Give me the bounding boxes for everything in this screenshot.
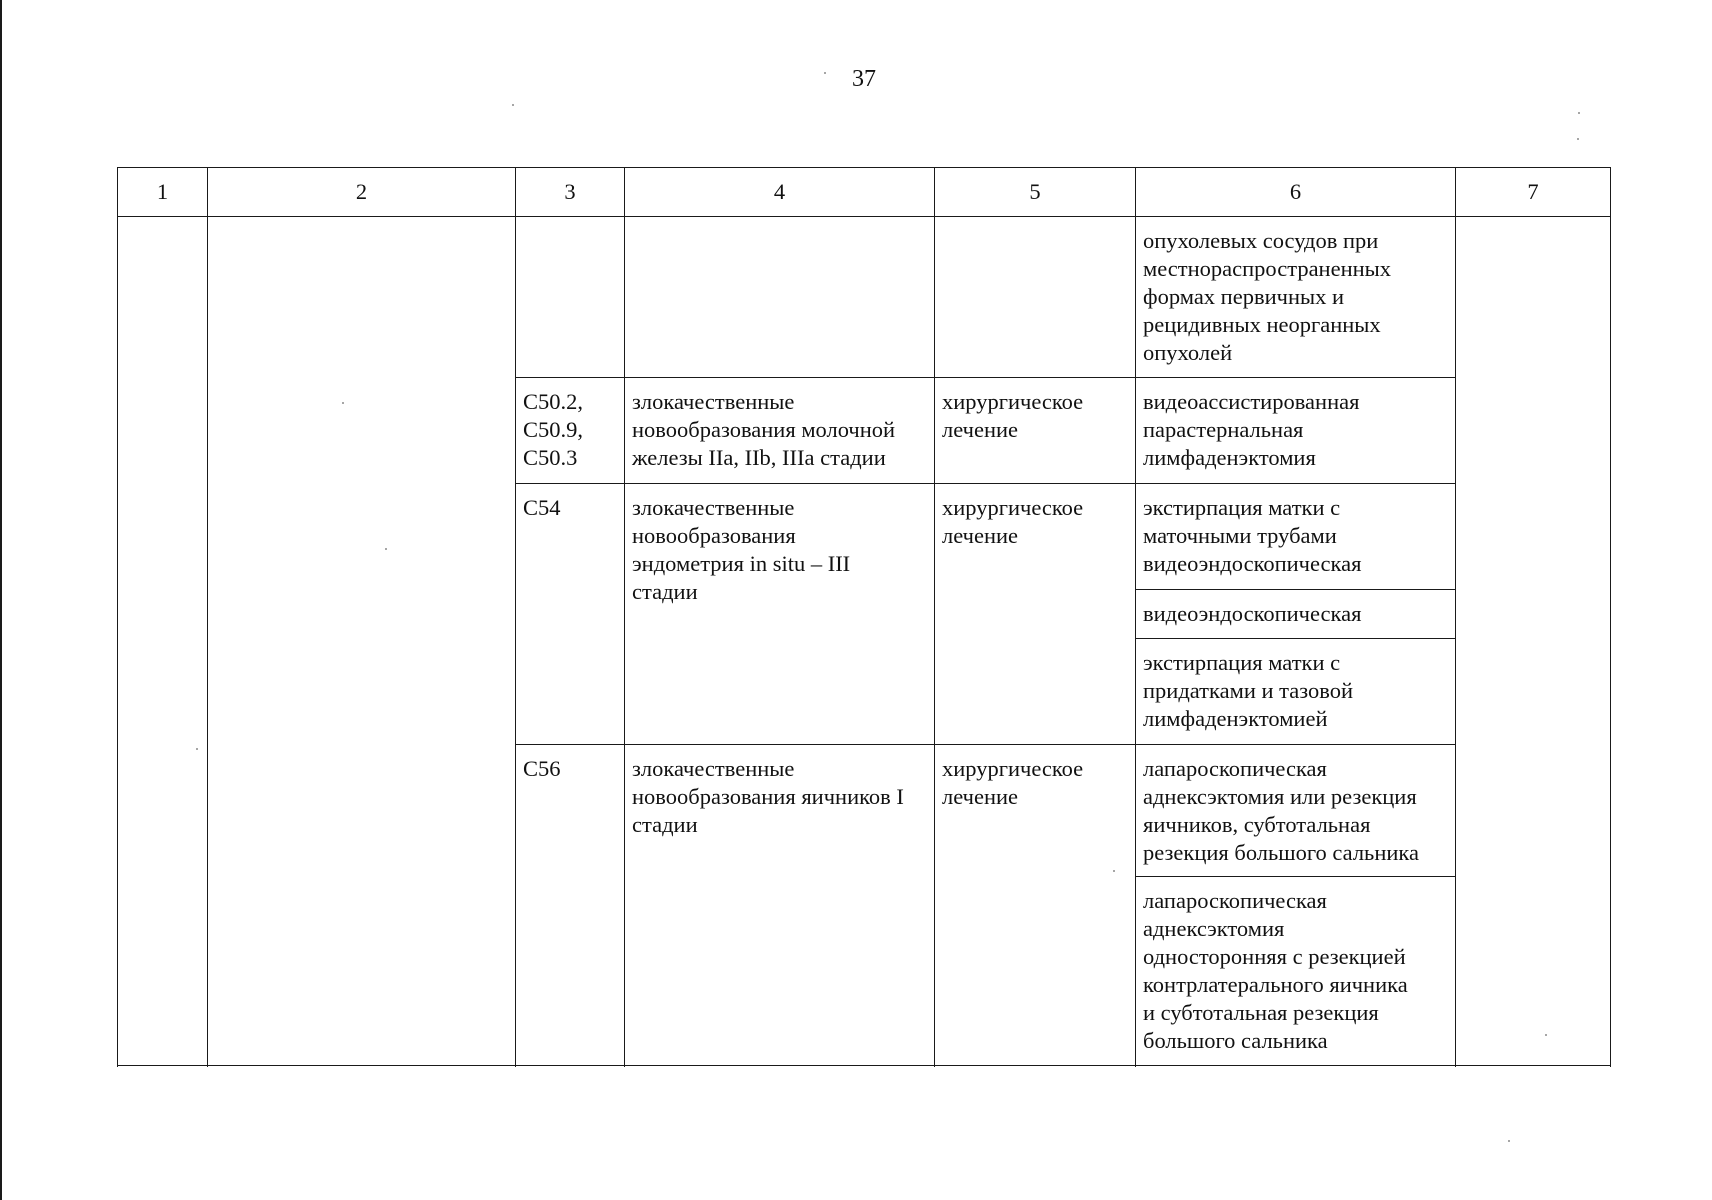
disease-cell: злокачественные новообразования молочной железы IIa, IIb, IIIa стадии — [625, 378, 935, 484]
treatment-cell: хирургическое лечение — [935, 745, 1136, 1066]
scan-speck — [1508, 1140, 1510, 1142]
table-row — [118, 217, 1611, 378]
scan-speck — [196, 748, 198, 750]
scan-speck — [1113, 870, 1115, 872]
header-col-4: 4 — [625, 168, 935, 217]
method-cell: опухолевых сосудов при местнораспространенных формах первичных и рецидивных неорганных опухолей — [1136, 217, 1456, 378]
code-cell: C56 — [516, 745, 625, 1066]
method-cell: видеоассистированная парастернальная лимфаденэктомия — [1136, 378, 1456, 484]
header-col-1: 1 — [118, 168, 208, 217]
cell-col-1 — [118, 217, 208, 1066]
treatment-cell: хирургическое лечение — [935, 484, 1136, 745]
scan-edge — [0, 0, 2, 1200]
code-cell: C54 — [516, 484, 625, 745]
disease-cell: злокачественные новообразования яичников I стадии — [625, 745, 935, 1066]
scan-speck — [342, 402, 344, 404]
cell-col-7 — [1456, 217, 1611, 1066]
treatment-cell — [935, 217, 1136, 378]
disease-cell — [625, 217, 935, 378]
header-col-5: 5 — [935, 168, 1136, 217]
header-row — [118, 168, 1611, 217]
header-col-6: 6 — [1136, 168, 1456, 217]
page-number: 37 — [852, 66, 876, 92]
method-cell: лапароскопическая аднексэктомия односторонняя с резекцией контрлатерального яичника и субтотальная резекция большого сальника — [1136, 877, 1456, 1066]
disease-cell: злокачественные новообразования эндометрия in situ – III стадии — [625, 484, 935, 745]
cell-col-2 — [208, 217, 516, 1066]
method-cell: экстирпация матки с придатками и тазовой лимфаденэктомией — [1136, 639, 1456, 745]
header-col-7: 7 — [1456, 168, 1611, 217]
code-cell: C50.2, C50.9, C50.3 — [516, 378, 625, 484]
code-cell — [516, 217, 625, 378]
scan-speck — [824, 72, 826, 74]
scan-speck — [1545, 1034, 1547, 1036]
header-col-2: 2 — [208, 168, 516, 217]
method-cell: видеоэндоскопическая — [1136, 590, 1456, 639]
scan-speck — [512, 104, 514, 106]
treatment-cell: хирургическое лечение — [935, 378, 1136, 484]
method-cell: лапароскопическая аднексэктомия или резекция яичников, субтотальная резекция большого сальника — [1136, 745, 1456, 877]
header-col-3: 3 — [516, 168, 625, 217]
scan-speck — [385, 548, 387, 550]
scan-speck — [1578, 112, 1580, 114]
procedures-table — [117, 167, 1611, 1066]
method-cell: экстирпация матки с маточными трубами видеоэндоскопическая — [1136, 484, 1456, 590]
scan-speck — [1577, 138, 1579, 140]
